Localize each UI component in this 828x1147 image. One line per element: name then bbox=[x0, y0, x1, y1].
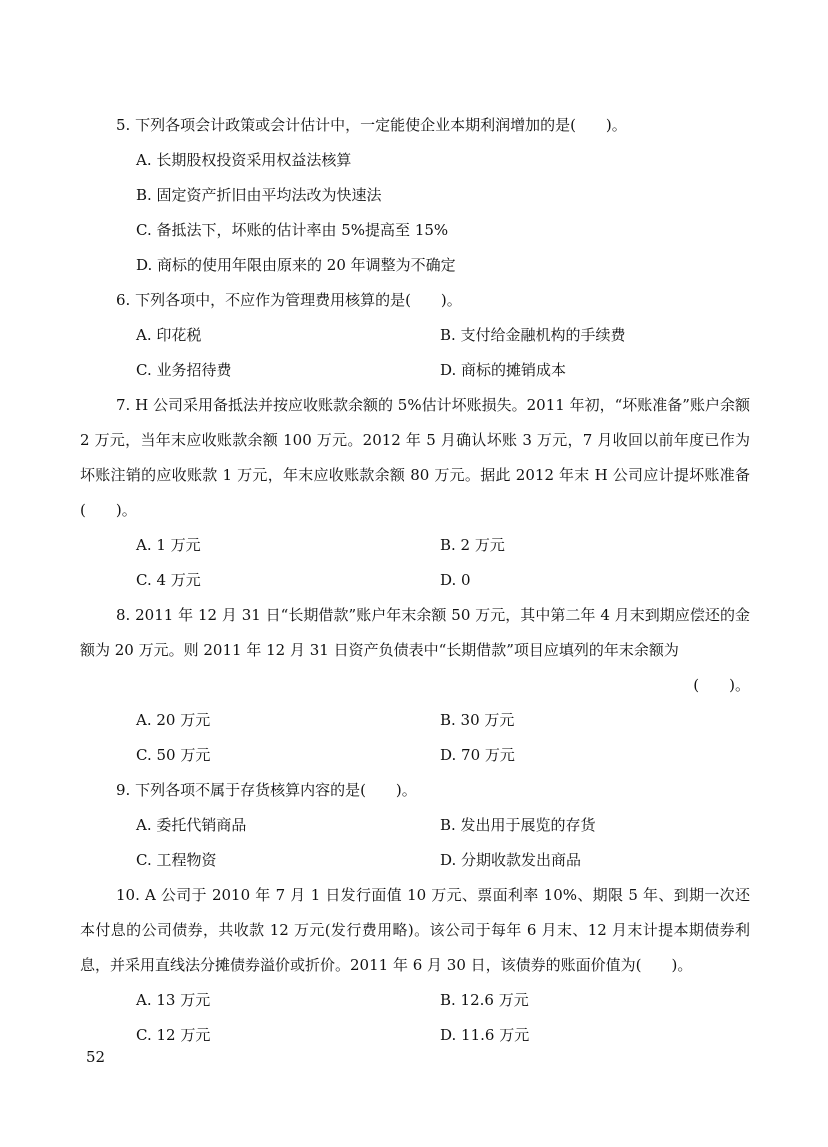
option-d: D. 商标的使用年限由原来的 20 年调整为不确定 bbox=[136, 256, 456, 274]
option-d: D. 11.6 万元 bbox=[440, 1026, 530, 1044]
question-8 bbox=[80, 598, 750, 773]
option-d: D. 分期收款发出商品 bbox=[440, 851, 582, 869]
option-row bbox=[80, 808, 750, 843]
question-stem: 10. A 公司于 2010 年 7 月 1 日发行面值 10 万元、票面利率 10%、期限 5 年、到期一次还本付息的公司债券，共收款 12 万元(发行费用略)。该公司于每年 6 月末、12 月末计提本期债券利息，并采用直线法分摊债券溢价或折价。2011 年 6 月 30 日，该债券的账面价值为( )。 bbox=[80, 886, 750, 974]
option-c: C. 12 万元 bbox=[136, 1026, 211, 1044]
option-c: C. 业务招待费 bbox=[136, 361, 232, 379]
option-row bbox=[80, 703, 750, 738]
option-a: A. 1 万元 bbox=[136, 536, 201, 554]
option-a: A. 20 万元 bbox=[136, 711, 211, 729]
question-stem: 8. 2011 年 12 月 31 日“长期借款”账户年末余额 50 万元，其中第二年 4 月末到期应偿还的金额为 20 万元。则 2011 年 12 月 31 日资产负债表中“长期借款”项目应填列的年末余额为 bbox=[80, 606, 750, 659]
option-c: C. 备抵法下，坏账的估计率由 5%提高至 15% bbox=[136, 221, 449, 239]
option-b: B. 12.6 万元 bbox=[440, 991, 529, 1009]
question-stem: 9. 下列各项不属于存货核算内容的是( )。 bbox=[116, 781, 417, 799]
option-a: A. 13 万元 bbox=[136, 991, 211, 1009]
option-row bbox=[80, 318, 750, 353]
answer-blank: ( )。 bbox=[693, 676, 750, 694]
option-row bbox=[80, 738, 750, 773]
question-5 bbox=[80, 108, 750, 283]
option-list bbox=[80, 143, 750, 283]
option-d: D. 0 bbox=[440, 571, 471, 589]
option-c: C. 4 万元 bbox=[136, 571, 201, 589]
question-10 bbox=[80, 878, 750, 1053]
option-row bbox=[80, 563, 750, 598]
option-row bbox=[80, 353, 750, 388]
option-b: B. 发出用于展览的存货 bbox=[440, 816, 596, 834]
question-stem: 6. 下列各项中，不应作为管理费用核算的是( )。 bbox=[116, 291, 462, 309]
option-b: B. 2 万元 bbox=[440, 536, 505, 554]
option-c: C. 工程物资 bbox=[136, 851, 217, 869]
option-row bbox=[80, 983, 750, 1018]
option-a: A. 委托代销商品 bbox=[136, 816, 247, 834]
option-b: B. 固定资产折旧由平均法改为快速法 bbox=[136, 186, 382, 204]
question-stem: 7. H 公司采用备抵法并按应收账款余额的 5%估计坏账损失。2011 年初，“坏账准备”账户余额 2 万元，当年末应收账款余额 100 万元。2012 年 5 月确认坏账 3 万元，7 月收回以前年度已作为坏账注销的应收账款 1 万元，年末应收账款余额 80 万元。据此 2012 年末 H 公司应计提坏账准备( )。 bbox=[80, 396, 750, 519]
option-a: A. 长期股权投资采用权益法核算 bbox=[136, 151, 352, 169]
option-d: D. 商标的摊销成本 bbox=[440, 361, 567, 379]
question-6 bbox=[80, 283, 750, 388]
option-b: B. 支付给金融机构的手续费 bbox=[440, 326, 626, 344]
question-7 bbox=[80, 388, 750, 598]
question-9 bbox=[80, 773, 750, 878]
option-row bbox=[80, 528, 750, 563]
option-a: A. 印花税 bbox=[136, 326, 202, 344]
page-number: 52 bbox=[86, 1048, 106, 1066]
option-c: C. 50 万元 bbox=[136, 746, 211, 764]
option-row bbox=[80, 1018, 750, 1053]
option-b: B. 30 万元 bbox=[440, 711, 515, 729]
question-stem: 5. 下列各项会计政策或会计估计中，一定能使企业本期利润增加的是( )。 bbox=[116, 116, 627, 134]
option-row bbox=[80, 843, 750, 878]
option-d: D. 70 万元 bbox=[440, 746, 515, 764]
